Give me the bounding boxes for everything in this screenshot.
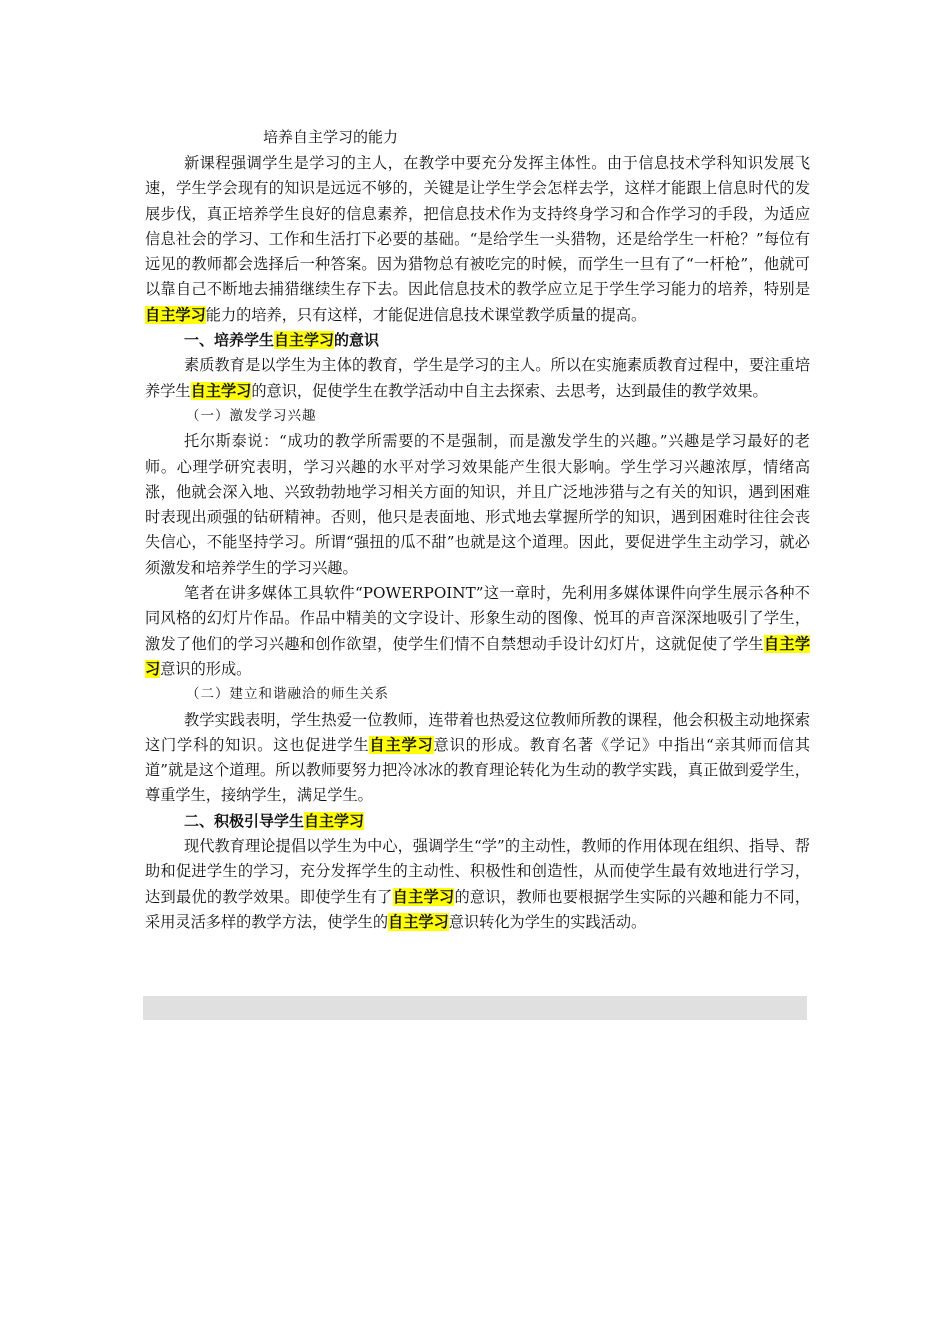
section-heading-1 [184, 328, 810, 353]
heading-text: 一、培养学生 [184, 331, 275, 350]
section-heading-2 [184, 809, 810, 834]
heading-text: 的意识 [334, 331, 380, 350]
highlight-keyword: 自主学习 [304, 811, 365, 830]
text: 新课程强调学生是学习的主人，在教学中要充分发挥主体性。由于信息技术学科知识发展飞速，学生学会现有的知识是远远不够的，关键是让学生学会怎样去学，这样才能跟上信息时代的发展步伐，真正培养学生良好的信息素养，把信息技术作为支持终身学习和合作学习的手段，为适应信息社会的学习、工作和生活打下必要的基础。“是给学生一头猎物，还是给学生一杆枪？”每位有远见的教师都会选择后一种答案。因为猎物总有被吃完的时候，而学生一旦有了“一杆枪”，他就可以靠自己不断地去捕猎继续生存下去。因此信息技术的教学应立足于学生学习能力的培养，特别是 [145, 154, 810, 299]
text: 意识的形成。教育名著《学记》中指出“亲其师而信其道”就是这个道理。所以教师要努力把冷冰冰的教育理论转化为生动的教学实践，真正做到爱学生，尊重学生，接纳学生，满足学生。 [145, 735, 811, 805]
intro-paragraph [145, 151, 810, 328]
text: 意识转化为学生的实践活动。 [448, 912, 647, 931]
subsection-heading-1: （一）激发学习兴趣 [186, 407, 317, 424]
text: 素质教育是以学生为主体的教育，学生是学习的主人。所以在实施素质教育过程中，要注重培养学生 [145, 356, 810, 400]
text: 意识的形成。 [160, 659, 252, 678]
subsection-heading-2: （二）建立和谐融洽的师生关系 [186, 686, 389, 703]
section1-paragraph-3 [145, 581, 810, 682]
section2-paragraph-1 [145, 834, 810, 935]
heading-text: 二、积极引导学生 [184, 811, 305, 830]
section1-paragraph-2: 托尔斯泰说：“成功的教学所需要的不是强制，而是激发学生的兴趣。”兴趣是学习最好的老师。心理学研究表明，学习兴趣的水平对学习效果能产生很大影响。学生学习兴趣浓厚，情绪高涨，他就会深入地、兴致勃勃地学习相关方面的知识，并且广泛地涉猎与之有关的知识，遇到困难时表现出顽强的钻研精神。否则，他只是表面地、形式地去掌握所学的知识，遇到困难时往往会丧失信心，不能坚持学习。所谓“强扭的瓜不甜”也就是这个道理。因此，要促进学生主动学习，就必须激发和培养学生的学习兴趣。 [145, 432, 810, 577]
text: 现代教育理论提倡以学生为中心，强调学生“学”的主动性，教师的作用体现在组织、指导、帮助和促进学生的学习，充分发挥学生的主动性、积极性和创造性，从而使学生最有效地进行学习，达到最优的教学效果。即使学生有了 [145, 837, 810, 906]
page-title: 培养自主学习的能力 [263, 128, 399, 146]
text: 能力的培养，只有这样，才能促进信息技术课堂教学质量的提高。 [205, 305, 647, 324]
section1-paragraph-4 [145, 708, 810, 809]
highlight-keyword: 自主学习 [190, 381, 252, 400]
highlight-keyword: 自主学习 [145, 305, 206, 324]
text: 笔者在讲多媒体工具软件“POWERPOINT”这一章时，先利用多媒体课件向学生展示各种不同风格的幻灯片作品。作品中精美的文字设计、形象生动的图像、悦耳的声音深深地吸引了学生，激发了他们的学习兴趣和创作欲望，使学生们情不自禁想动手设计幻灯片，这就促使了学生 [145, 584, 810, 653]
text: 的意识，教师也要根据学生实际的兴趣和能力不同，采用灵活多样的教学方法，使学生的 [145, 887, 811, 931]
text: 的意识，促使学生在教学活动中自主去探索、去思考，达到最佳的教学效果。 [251, 381, 768, 400]
section1-paragraph-1 [145, 353, 810, 404]
footer-bar [143, 996, 807, 1020]
highlight-keyword: 自主学习 [274, 331, 335, 350]
document-page [145, 126, 810, 935]
highlight-keyword: 自主学习 [392, 887, 455, 906]
highlight-keyword: 自主学习 [369, 735, 434, 754]
highlight-keyword: 自主学习 [388, 912, 449, 931]
highlight-keyword: 自主学习 [145, 634, 811, 678]
text: 教学实践表明，学生热爱一位教师，连带着也热爱这位教师所教的课程，他会积极主动地探索这门学科的知识。这也促进学生 [145, 710, 810, 754]
